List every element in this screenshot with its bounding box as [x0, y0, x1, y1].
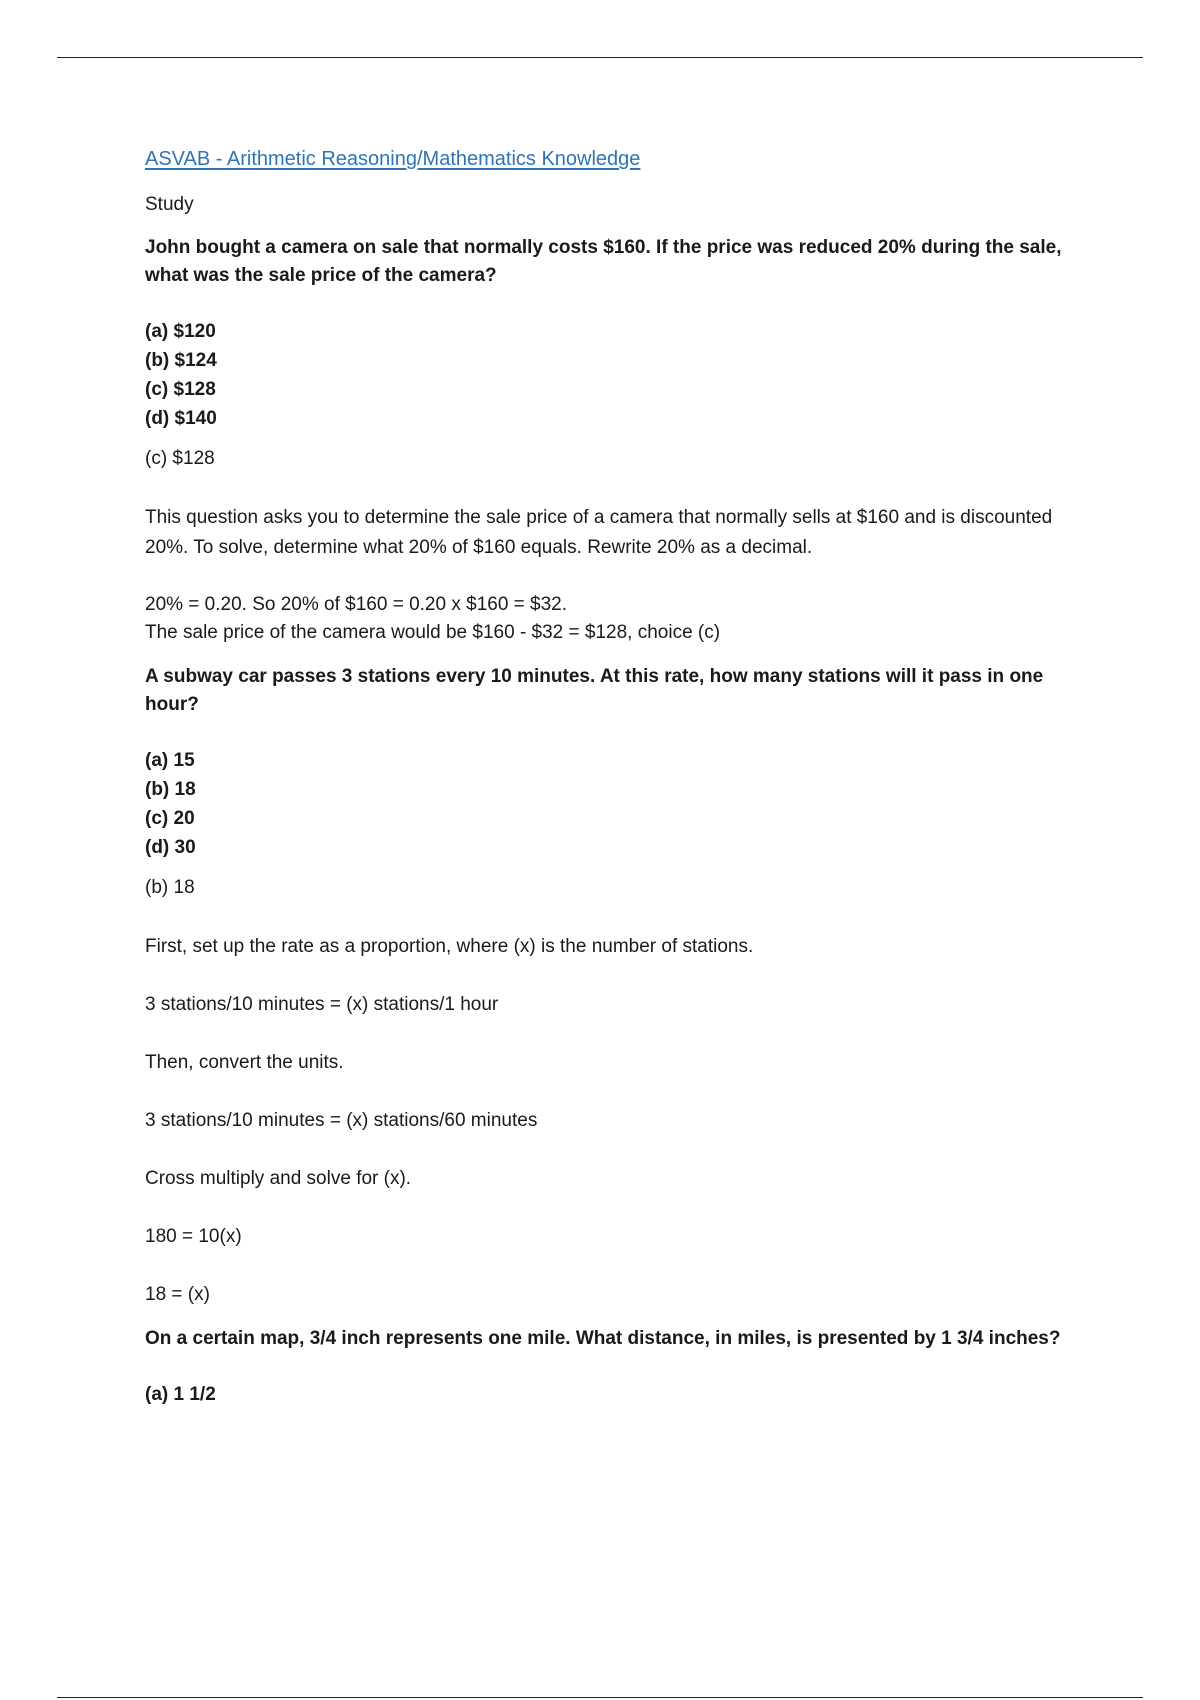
answer: (c) $128: [145, 448, 215, 469]
explanation-step: 18 = (x): [145, 1284, 210, 1305]
document-subtitle: Study: [145, 194, 194, 215]
question-3: [145, 1325, 1095, 1409]
choice-item: (a) $120: [145, 321, 216, 342]
top-rule: [57, 57, 1143, 58]
question-1: [145, 234, 1095, 647]
explanation-step: 180 = 10(x): [145, 1226, 242, 1247]
choice-item: (b) $124: [145, 350, 217, 371]
explanation-step: Cross multiply and solve for (x).: [145, 1168, 412, 1189]
choice-item: (b) 18: [145, 779, 196, 800]
choice-item: (a) 15: [145, 750, 195, 771]
choice-item: (c) $128: [145, 379, 216, 400]
choice-item: (c) 20: [145, 808, 195, 829]
document-title[interactable]: ASVAB - Arithmetic Reasoning/Mathematics Knowledge: [145, 148, 641, 170]
explanation-step: 3 stations/10 minutes = (x) stations/1 hour: [145, 994, 499, 1015]
choice-list: [145, 1380, 1095, 1409]
bottom-rule: [57, 1697, 1143, 1698]
answer: (b) 18: [145, 877, 195, 898]
choice-item: (a) 1 1/2: [145, 1384, 216, 1405]
choice-item: (d) 30: [145, 837, 196, 858]
explanation-step: Then, convert the units.: [145, 1052, 344, 1073]
explanation-line: 20% = 0.20. So 20% of $160 = 0.20 x $160 = $32.: [145, 594, 568, 615]
explanation-line: The sale price of the camera would be $160 - $32 = $128, choice (c): [145, 622, 721, 643]
question-text: On a certain map, 3/4 inch represents one mile. What distance, in miles, is presented by 1 3/4 inches?: [145, 1328, 1061, 1349]
explanation-step: First, set up the rate as a proportion, where (x) is the number of stations.: [145, 936, 754, 957]
choice-item: (d) $140: [145, 408, 217, 429]
choice-list: [145, 317, 1095, 433]
document-body: [145, 145, 1095, 1421]
question-text: John bought a camera on sale that normally costs $160. If the price was reduced 20% during the sale, what was the sale price of the camera?: [145, 237, 1062, 286]
explanation-step: 3 stations/10 minutes = (x) stations/60 minutes: [145, 1110, 538, 1131]
explanation-calculation: [145, 591, 1095, 647]
choice-list: [145, 746, 1095, 862]
question-text: A subway car passes 3 stations every 10 minutes. At this rate, how many stations will it pass in one hour?: [145, 666, 1044, 715]
explanation-paragraph: This question asks you to determine the sale price of a camera that normally sells at $160 and is discounted 20%. To solve, determine what 20% of $160 equals. Rewrite 20% as a decimal.: [145, 507, 1053, 558]
question-2: [145, 663, 1095, 1310]
